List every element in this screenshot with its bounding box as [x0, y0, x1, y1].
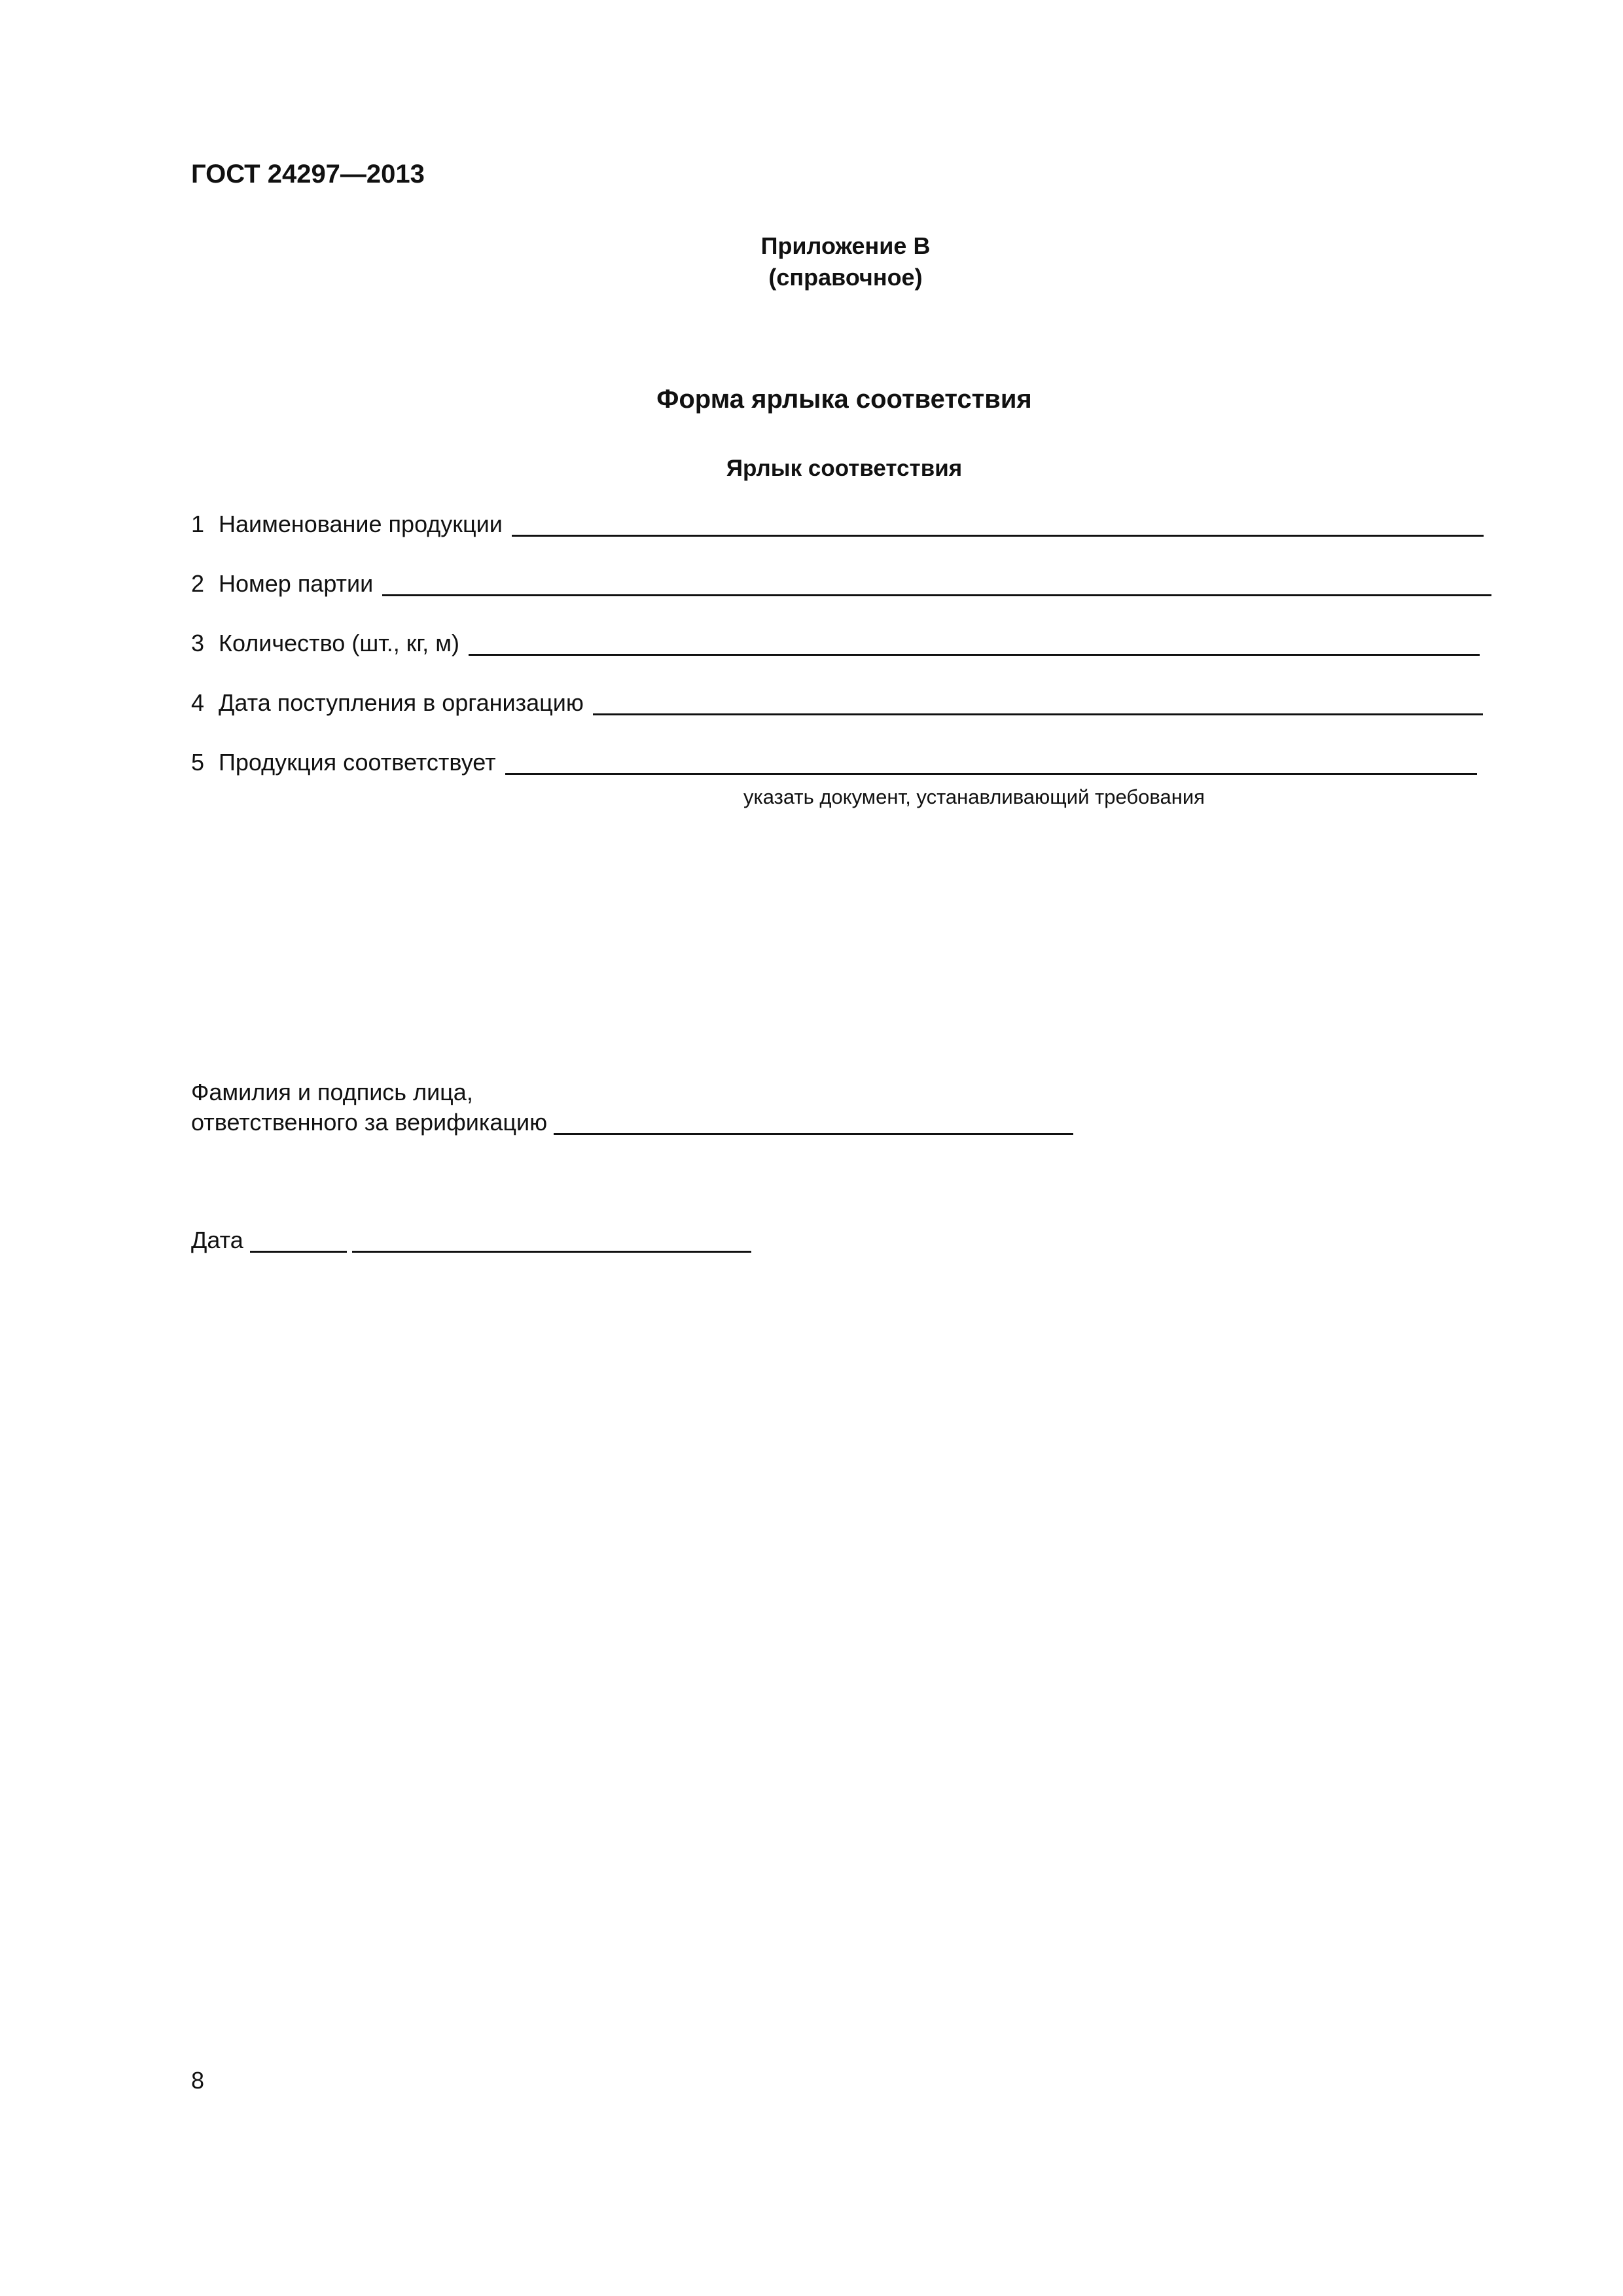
signature-fill-line[interactable]: [554, 1109, 1073, 1135]
signature-label-line1: Фамилия и подпись лица,: [191, 1079, 473, 1105]
signature-block: [191, 1077, 1073, 1138]
date-long-fill-line[interactable]: [352, 1227, 751, 1253]
page-number: 8: [191, 2067, 205, 2094]
field-product-name: [191, 511, 1484, 538]
field-number: 1: [191, 511, 205, 537]
standard-code: ГОСТ 24297—2013: [191, 160, 425, 188]
conformity-hint: указать документ, устанавливающий требования: [743, 785, 1205, 808]
date-row: [191, 1227, 751, 1254]
date-label: Дата: [191, 1227, 243, 1253]
conformity-fill-line[interactable]: [505, 749, 1477, 775]
label-form-title: Ярлык соответствия: [726, 456, 963, 481]
field-number: 4: [191, 689, 205, 716]
field-number: 2: [191, 570, 205, 597]
annex-heading: [728, 230, 963, 293]
quantity-fill-line[interactable]: [469, 630, 1480, 656]
signature-label-line2: ответственного за верификацию: [191, 1109, 548, 1136]
field-number: 3: [191, 630, 205, 656]
field-label: Дата поступления в организацию: [219, 689, 584, 716]
field-arrival-date: [191, 689, 1483, 717]
annex-type: (справочное): [768, 264, 923, 291]
annex-title: Форма ярлыка соответствия: [656, 385, 1032, 414]
field-label: Количество (шт., кг, м): [219, 630, 459, 656]
date-short-fill-line[interactable]: [250, 1227, 347, 1253]
field-batch-number: [191, 570, 1491, 598]
arrival-date-fill-line[interactable]: [593, 690, 1483, 715]
annex-name: Приложение В: [760, 232, 931, 259]
product-name-fill-line[interactable]: [512, 511, 1484, 537]
field-number: 5: [191, 749, 205, 776]
field-conformity: [191, 749, 1477, 776]
field-label: Продукция соответствует: [219, 749, 496, 776]
field-label: Наименование продукции: [219, 511, 503, 537]
batch-number-fill-line[interactable]: [382, 571, 1491, 596]
field-quantity: [191, 630, 1480, 657]
field-label: Номер партии: [219, 570, 374, 597]
